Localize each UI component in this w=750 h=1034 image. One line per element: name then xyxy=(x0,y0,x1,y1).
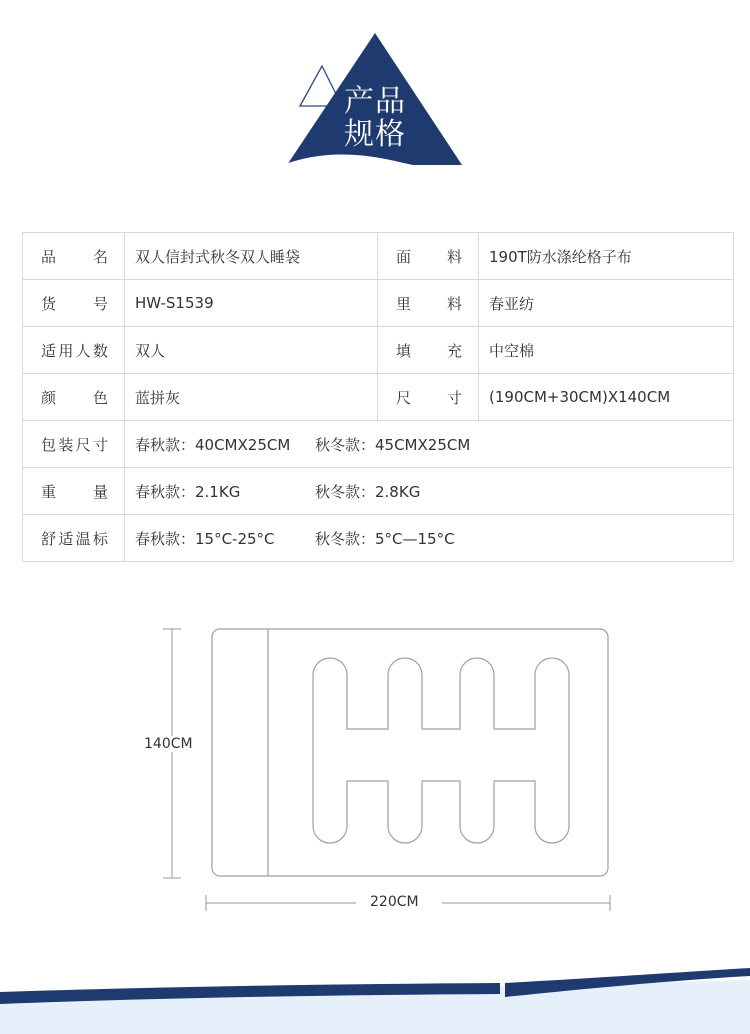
bag-body xyxy=(212,629,608,876)
section-title-line2: 规格 xyxy=(344,117,406,152)
autumn-value: 秋冬款：5°C—15°C xyxy=(315,529,455,548)
spec-value: 中空棉 xyxy=(479,327,734,374)
spec-label: 面 料 xyxy=(378,233,479,280)
spring-value: 春秋款：40CMX25CM xyxy=(135,435,291,454)
spec-value-combined xyxy=(125,515,734,562)
spec-value-combined xyxy=(125,468,734,515)
table-row xyxy=(23,280,734,327)
spec-label: 货 号 xyxy=(23,280,125,327)
spec-value: 蓝拼灰 xyxy=(125,374,378,421)
spec-label: 舒适温标 xyxy=(23,515,125,562)
spec-value: 春亚纺 xyxy=(479,280,734,327)
spec-value: (190CM+30CM)X140CM xyxy=(479,374,734,421)
spec-value: 双人信封式秋冬双人睡袋 xyxy=(125,233,378,280)
spec-label: 重 量 xyxy=(23,468,125,515)
height-label: 140CM xyxy=(144,736,193,752)
spec-label: 适用人数 xyxy=(23,327,125,374)
spec-label: 填 充 xyxy=(378,327,479,374)
spec-label: 里 料 xyxy=(378,280,479,327)
spec-label: 颜 色 xyxy=(23,374,125,421)
size-diagram xyxy=(0,600,750,930)
table-row xyxy=(23,233,734,280)
width-label: 220CM xyxy=(370,894,419,910)
spec-label: 包装尺寸 xyxy=(23,421,125,468)
table-row xyxy=(23,421,734,468)
spring-value: 春秋款：15°C-25°C xyxy=(135,529,275,548)
table-row xyxy=(23,468,734,515)
sleeping-bag-outline xyxy=(0,600,750,930)
spec-value-combined xyxy=(125,421,734,468)
spec-value: 190T防水涤纶格子布 xyxy=(479,233,734,280)
spec-label: 尺 寸 xyxy=(378,374,479,421)
autumn-value: 秋冬款：45CMX25CM xyxy=(315,435,471,454)
table-row xyxy=(23,327,734,374)
footer-wave xyxy=(0,960,750,1034)
spec-value: 双人 xyxy=(125,327,378,374)
spec-value: HW-S1539 xyxy=(125,280,378,327)
height-dimension-line xyxy=(163,629,181,878)
autumn-value: 秋冬款：2.8KG xyxy=(315,482,421,501)
section-title-line1: 产品 xyxy=(344,84,406,119)
table-row xyxy=(23,515,734,562)
table-row xyxy=(23,374,734,421)
spring-value: 春秋款：2.1KG xyxy=(135,482,241,501)
section-title xyxy=(330,85,420,151)
spec-label: 品 名 xyxy=(23,233,125,280)
spec-table xyxy=(22,232,734,562)
